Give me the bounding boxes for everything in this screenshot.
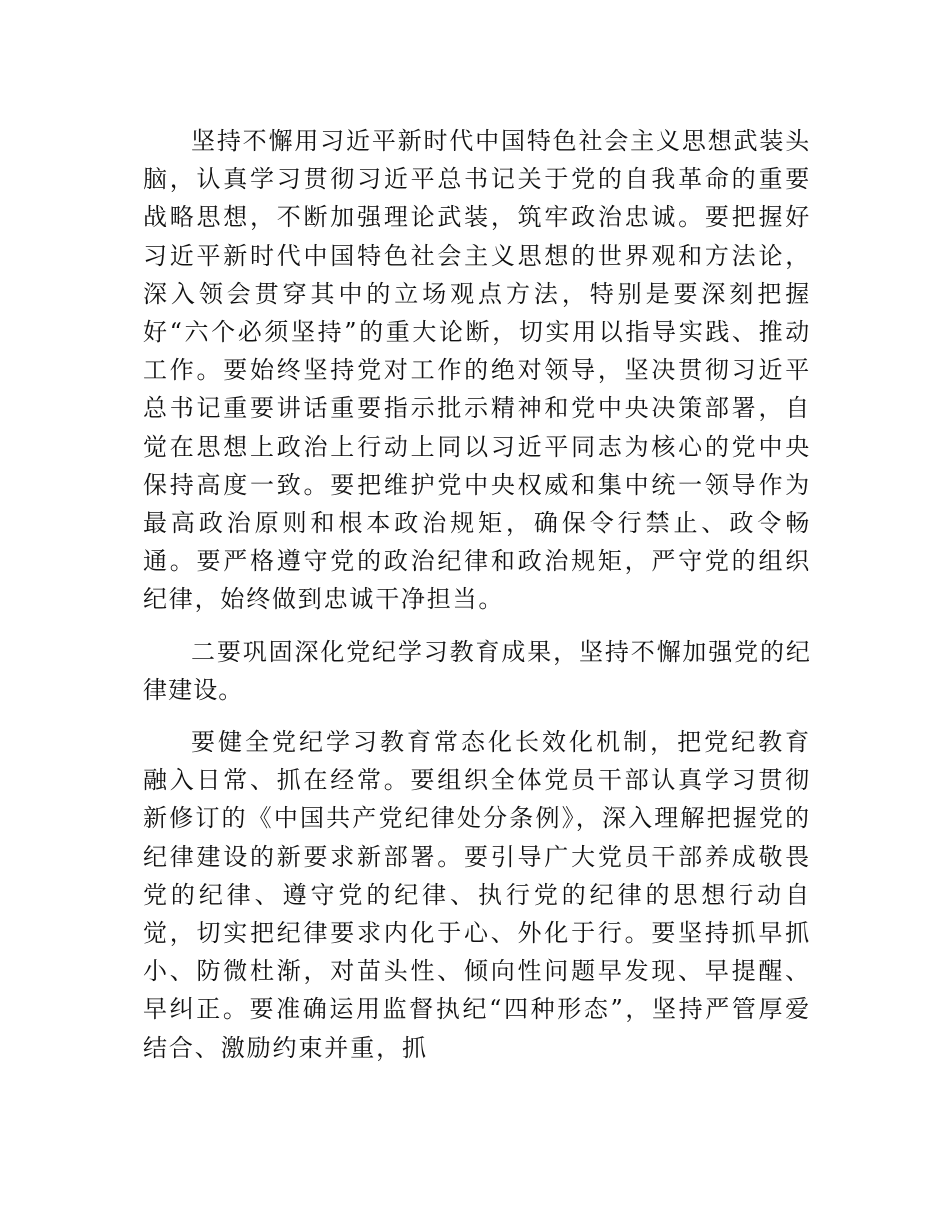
document-body (143, 122, 811, 1067)
paragraph-section-two-heading: 二要巩固深化党纪学习教育成果，坚持不懈加强党的纪律建设。 (143, 637, 811, 704)
paragraph-ideological-arming: 坚持不懈用习近平新时代中国特色社会主义思想武装头脑，认真学习贯彻习近平总书记关于党的自我革命的重要战略思想，不断加强理论武装，筑牢政治忠诚。要把握好习近平新时代中国特色社会主义思想的世界观和方法论，深入领会贯穿其中的立场观点方法，特别是要深刻把握好“六个必须坚持”的重大论断，切实用以指导实践、推动工作。要始终坚持党对工作的绝对领导，坚决贯彻习近平总书记重要讲话重要指示批示精神和党中央决策部署，自觉在思想上政治上行动上同以习近平同志为核心的党中央保持高度一致。要把维护党中央权威和集中统一领导作为最高政治原则和根本政治规矩，确保令行禁止、政令畅通。要严格遵守党的政治纪律和政治规矩，严守党的组织纪律，始终做到忠诚干净担当。 (143, 127, 811, 614)
paragraph-discipline-education: 要健全党纪学习教育常态化长效化机制，把党纪教育融入日常、抓在经常。要组织全体党员干部认真学习贯彻新修订的《中国共产党纪律处分条例》，深入理解把握党的纪律建设的新要求新部署。要引导广大党员干部养成敬畏党的纪律、遵守党的纪律、执行党的纪律的思想行动自觉，切实把纪律要求内化于心、外化于行。要坚持抓早抓小、防微杜渐，对苗头性、倾向性问题早发现、早提醒、早纠正。要准确运用监督执纪“四种形态”，坚持严管厚爱结合、激励约束并重，抓 (143, 728, 811, 1062)
